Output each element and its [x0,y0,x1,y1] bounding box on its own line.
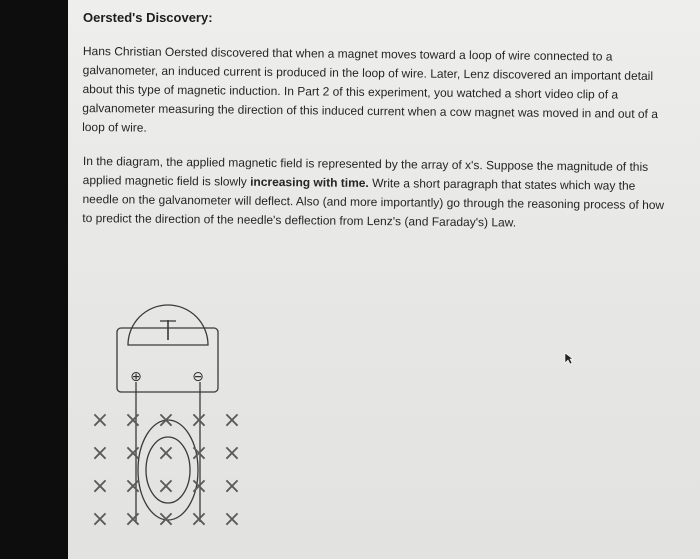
mouse-cursor-icon [564,352,574,366]
paragraph-question [82,152,673,234]
field-x-mark: × [90,474,110,499]
magnetic-field-array [91,408,241,532]
field-x-mark: × [222,507,242,532]
document-page [68,0,700,559]
paragraph-question-bold: increasing with time. [250,174,369,190]
field-x-mark: × [123,474,143,499]
paragraph-intro: Hans Christian Oersted discovered that when a magnet moves toward a loop of wire connected to a galvanometer, an induced current is produced in the loop of wire. Later, Lenz discovered an important detail about this type of magnetic induction. In Part 2 of this experiment, you watched a short video clip of a galvanometer measuring the direction of this induced current when a cow magnet was moved in and out of a loop of wire. [82,43,659,135]
galvanometer-diagram [68,290,700,559]
field-x-mark: × [189,408,209,433]
paragraph-question-part1: In the diagram, the applied magnetic field is represented by the array of x's. Suppose the magnitude of this applied magnetic field is slowly [82,153,649,189]
field-x-mark: × [222,408,242,433]
field-x-mark: × [189,474,209,499]
field-x-mark: × [90,441,110,466]
wire-loop-outer [138,420,198,520]
field-x-mark: × [156,474,176,499]
field-x-mark: × [156,507,176,532]
field-x-mark: × [189,441,209,466]
field-x-mark: × [123,507,143,532]
field-x-mark: × [90,507,110,532]
plus-terminal: ⊕ [130,369,142,385]
field-x-mark: × [123,408,143,433]
minus-terminal: ⊖ [192,369,204,385]
paragraph-question-part2: Write a short paragraph that states which way the needle on the galvanometer will deflect. Also (and more importantly) go through the reasoning process of how to predict the direction of the needle's deflection from Lenz's (and Faraday's) Law. [82,175,665,230]
field-x-mark: × [156,441,176,466]
field-x-mark: × [222,474,242,499]
field-x-mark: × [189,507,209,532]
page-title: Oersted's Discovery: [83,10,213,25]
field-x-mark: × [222,441,242,466]
field-x-mark: × [123,441,143,466]
field-x-mark: × [156,408,176,433]
field-x-mark: × [90,408,110,433]
